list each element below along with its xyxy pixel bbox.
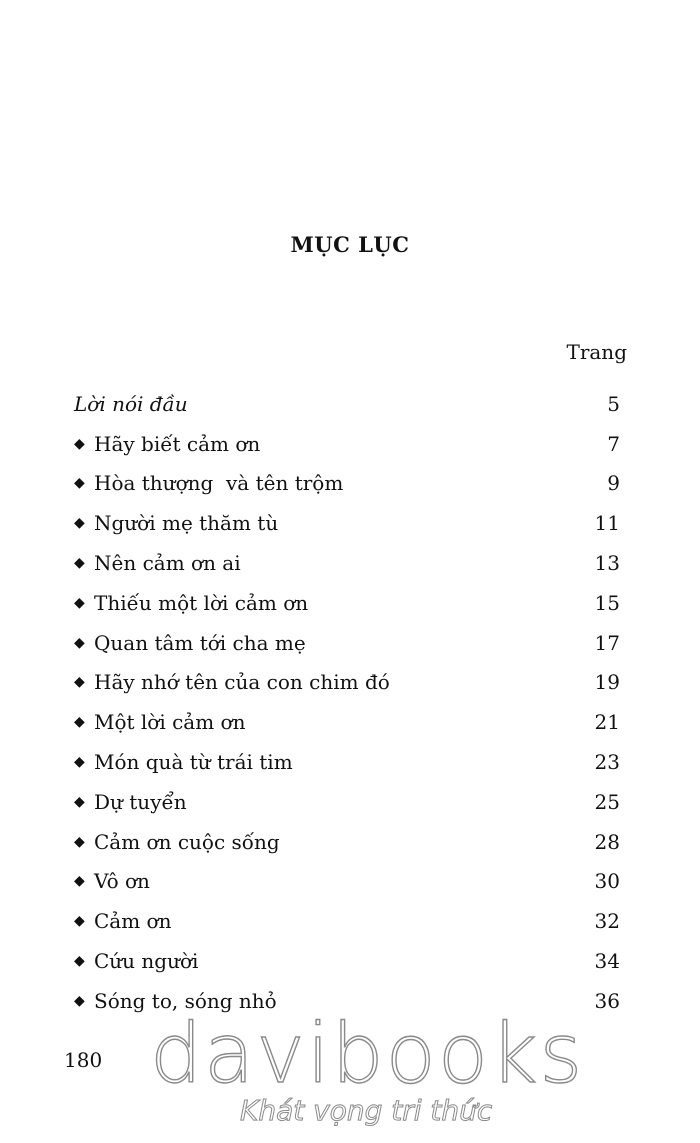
toc-entry-label: Hòa thượng và tên trộm — [94, 471, 344, 496]
toc-entry-page: 25 — [594, 789, 620, 814]
diamond-bullet-icon: ◆ — [74, 754, 85, 771]
page-number: 180 — [64, 1048, 103, 1072]
toc-entry-page: 13 — [594, 551, 620, 576]
table-of-contents — [74, 384, 620, 1021]
page-title: MỤC LỤC — [290, 232, 410, 257]
watermark-logo: davibooks — [150, 1007, 585, 1102]
page-column-header: Trang — [566, 340, 627, 364]
toc-entry[interactable] — [74, 583, 620, 623]
diamond-bullet-icon: ◆ — [74, 555, 85, 572]
toc-entry-label: Một lời cảm ơn — [94, 710, 246, 735]
toc-entry-label: Nên cảm ơn ai — [94, 551, 241, 576]
toc-entry-label: Người mẹ thăm tù — [94, 511, 279, 536]
toc-entry[interactable] — [74, 623, 620, 663]
toc-entry[interactable] — [74, 862, 620, 902]
toc-entry-label: Quan tâm tới cha mẹ — [94, 630, 306, 655]
toc-entry-label: Hãy nhớ tên của con chim đó — [94, 670, 390, 695]
diamond-bullet-icon: ◆ — [74, 953, 85, 970]
toc-entry-label: Cứu người — [94, 949, 199, 974]
diamond-bullet-icon: ◆ — [74, 714, 85, 731]
toc-entry[interactable] — [74, 663, 620, 703]
toc-entry[interactable] — [74, 702, 620, 742]
diamond-bullet-icon: ◆ — [74, 793, 85, 810]
toc-entry-page: 32 — [594, 909, 620, 934]
diamond-bullet-icon: ◆ — [74, 515, 85, 532]
diamond-bullet-icon: ◆ — [74, 475, 85, 492]
toc-entry[interactable] — [74, 901, 620, 941]
toc-entry[interactable] — [74, 503, 620, 543]
diamond-bullet-icon: ◆ — [74, 873, 85, 890]
toc-entry-page: 30 — [594, 869, 620, 894]
toc-entry-label: Dự tuyển — [94, 789, 187, 814]
toc-entry[interactable] — [74, 941, 620, 981]
diamond-bullet-icon: ◆ — [74, 992, 85, 1009]
toc-entry-page: 9 — [607, 471, 620, 496]
toc-entry-label: Thiếu một lời cảm ơn — [94, 590, 309, 615]
watermark-tagline: Khát vọng tri thức — [240, 1094, 493, 1127]
toc-entry[interactable] — [74, 742, 620, 782]
toc-entry-label: Vô ơn — [94, 869, 150, 894]
toc-entry-page: 15 — [594, 590, 620, 615]
toc-entry-label: Cảm ơn — [94, 909, 172, 934]
toc-entry-page: 19 — [594, 670, 620, 695]
diamond-bullet-icon: ◆ — [74, 634, 85, 651]
toc-entry[interactable] — [74, 424, 620, 464]
toc-entry-page: 17 — [594, 630, 620, 655]
toc-entry-label: Lời nói đầu — [74, 391, 188, 416]
toc-entry-page: 5 — [607, 391, 620, 416]
diamond-bullet-icon: ◆ — [74, 833, 85, 850]
toc-entry[interactable] — [74, 822, 620, 862]
toc-entry-page: 11 — [594, 511, 620, 536]
toc-entry[interactable] — [74, 464, 620, 504]
toc-entry[interactable] — [74, 384, 620, 424]
toc-entry-page: 23 — [594, 750, 620, 775]
toc-entry-page: 7 — [607, 431, 620, 456]
toc-entry-page: 21 — [594, 710, 620, 735]
toc-entry-page: 36 — [594, 988, 620, 1013]
watermark — [150, 1007, 585, 1127]
toc-entry-label: Cảm ơn cuộc sống — [94, 829, 280, 854]
diamond-bullet-icon: ◆ — [74, 913, 85, 930]
toc-entry-label: Hãy biết cảm ơn — [94, 431, 261, 456]
toc-entry-page: 28 — [594, 829, 620, 854]
diamond-bullet-icon: ◆ — [74, 594, 85, 611]
toc-entry[interactable] — [74, 543, 620, 583]
toc-entry[interactable] — [74, 782, 620, 822]
diamond-bullet-icon: ◆ — [74, 435, 85, 452]
toc-entry-label: Sóng to, sóng nhỏ — [94, 988, 277, 1013]
toc-entry-page: 34 — [594, 949, 620, 974]
toc-entry-label: Món quà từ trái tim — [94, 750, 293, 775]
diamond-bullet-icon: ◆ — [74, 674, 85, 691]
